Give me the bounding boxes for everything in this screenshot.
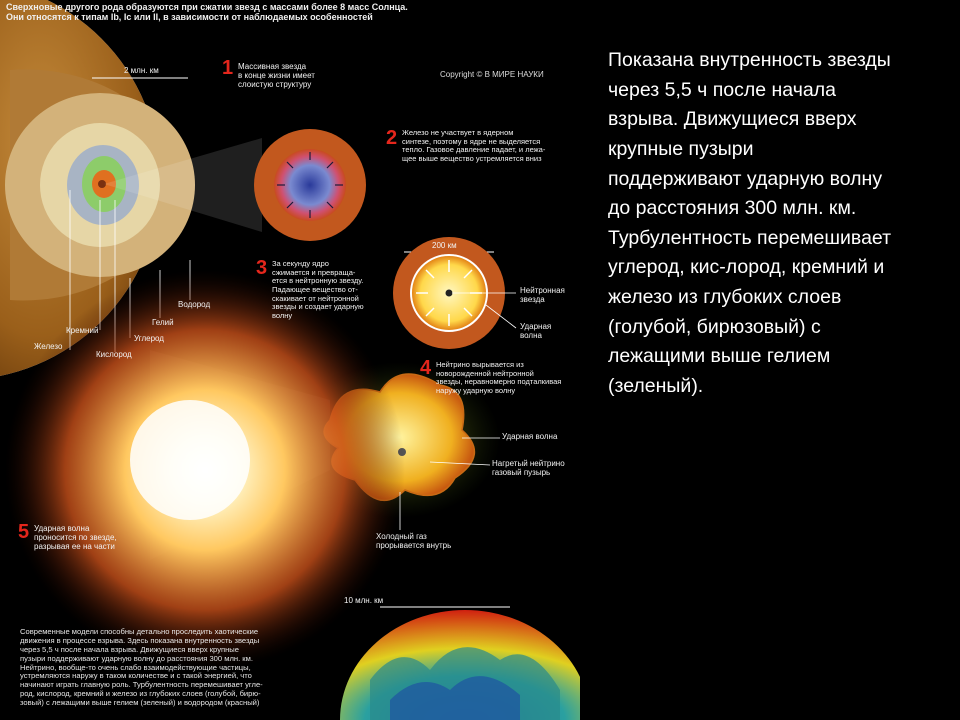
layer-label-hydrogen: Водород (178, 300, 211, 309)
step-number-4: 4 (420, 357, 432, 379)
layer-label-silicon: Кремний (66, 326, 99, 335)
label-shock-wave-3: Ударная волна (520, 322, 552, 341)
layer-label-iron: Железо (34, 342, 63, 351)
step-text-4: Нейтрино вырывается из новорожденной нейтронной звезды, неравномерно подталкивая наружу ударную волну (436, 360, 562, 395)
infographic-header: Сверхновые другого рода образуются при сжатии звезд с массами более 8 масс Солнца. Они относятся к типам Ib, Ic или II, в зависимости от наблюдаемых особенностей (6, 2, 408, 23)
layer-label-carbon: Углерод (134, 334, 164, 343)
iron-core (254, 129, 366, 241)
supernova-blast (5, 270, 405, 670)
step-text-2: Железо не участвует в ядерном синтезе, поэтому в ядре не выделяется тепло. Газовое давление падает, и лежа- щее выше вещество устремляется вниз (402, 128, 546, 163)
copyright-text: Copyright © В МИРЕ НАУКИ (440, 70, 544, 79)
step-number-2: 2 (386, 127, 398, 149)
slide-body-text: Показана внутренность звезды через 5,5 ч после начала взрыва. Движущиеся вверх крупные пузыри поддерживают ударную волну до расстояния 300 млн. км. Турбулентность перемешивает углерод, кис-лород, кремний и железо из глубоких слоев (голубой, бирюзовый) с лежащими выше гелием (зеленый). (608, 49, 892, 397)
step-text-1: Массивная звезда в конце жизни имеет слоистую структуру (238, 62, 315, 90)
scale-label-2mln: 2 млн. км (124, 66, 159, 75)
description-text: Современные модели способны детально проследить хаотические движения в процессе взрыва. Здесь показана внутренность звезды через 5,5 ч после начала взрыва. Движущиеся вверх крупные пузыри поддерживают ударную волну до расстояния 300 млн. км. Нейтрино, вообще-то очень слабо взаимодействующие частицы, устремляются наружу в таком количестве и с такой энергией, что начинают играть главную роль. Турбулентность перемешивает угле- род, кислород, кремний и железо из глубоких слоев (голубой, бирю- зовый) с лежащими выше гелием (зеленый) и водородом (красный) (20, 627, 263, 707)
turbulence-simulation (340, 607, 580, 720)
step-text-5: Ударная волна проносится по звезде, разрывая ее на части (34, 524, 117, 552)
scale-label-10mln: 10 млн. км (344, 596, 384, 605)
step-number-1: 1 (222, 57, 234, 79)
label-shock-wave-4: Ударная волна (502, 432, 558, 441)
layer-label-oxygen: Кислород (96, 350, 132, 359)
step-number-3: 3 (256, 257, 268, 279)
scale-label-200: 200 км (432, 241, 457, 250)
layer-label-helium: Гелий (152, 318, 174, 327)
label-neutron-star: Нейтронная звезда (520, 286, 565, 305)
step-text-3: За секунду ядро сжимается и превраща- ется в нейтронную звезду. Падающее вещество от- скакивает от нейтронной звезды и создает ударную волну (272, 259, 364, 320)
step-number-5: 5 (18, 521, 30, 543)
label-cold-gas: Холодный газ прорывается внутрь (376, 532, 452, 551)
label-heated-bubble: Нагретый нейтрино газовый пузырь (492, 459, 565, 478)
